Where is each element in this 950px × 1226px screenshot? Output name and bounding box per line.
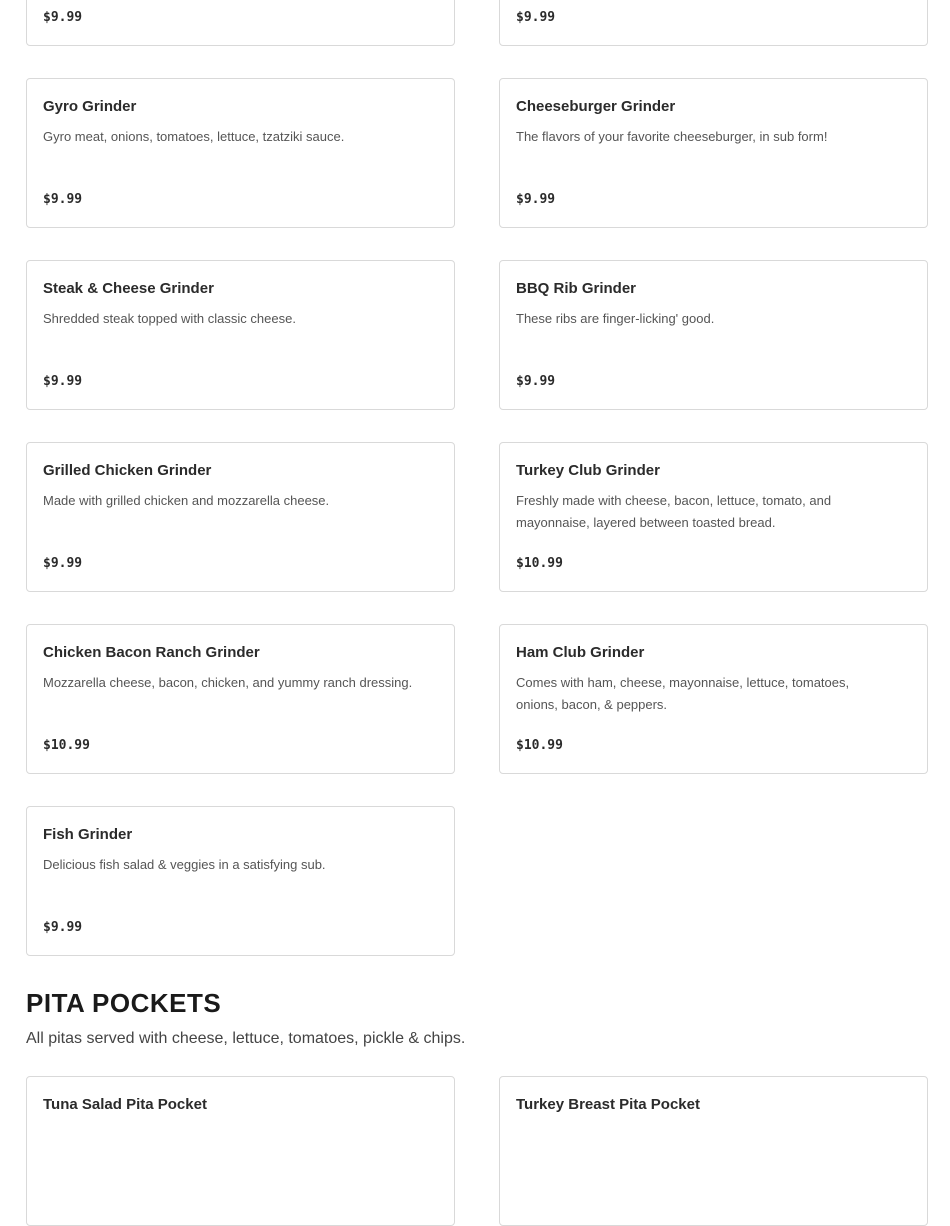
menu-item-price: $9.99 (516, 374, 556, 389)
menu-item-description: Made with grilled chicken and mozzarella cheese. (43, 493, 330, 508)
section-title: PITA POCKETS (26, 988, 222, 1018)
menu-item-price: $9.99 (516, 10, 556, 25)
menu-item-description: Comes with ham, cheese, mayonnaise, lettuce, tomatoes, onions, bacon, & peppers. (516, 675, 850, 712)
menu-item-price: $10.99 (43, 738, 90, 753)
menu-item-description: Shredded steak topped with classic cheese. (43, 311, 296, 326)
grinders-grid (26, 0, 928, 956)
menu-item-card[interactable] (26, 1076, 455, 1226)
menu-item-card[interactable] (499, 0, 928, 46)
menu-item-name: Turkey Club Grinder (516, 462, 660, 479)
menu-item-name: Tuna Salad Pita Pocket (43, 1096, 207, 1113)
menu-item-description: These ribs are finger-licking' good. (516, 311, 715, 326)
menu-item-price: $10.99 (516, 556, 563, 571)
menu-item-name: Ham Club Grinder (516, 644, 645, 661)
menu-item-name: Chicken Bacon Ranch Grinder (43, 644, 260, 661)
menu-item-description: Freshly made with cheese, bacon, lettuce, tomato, and mayonnaise, layered between toasted bread. (516, 493, 832, 530)
menu-item-card[interactable] (499, 1076, 928, 1226)
menu-item-price: $9.99 (43, 192, 83, 207)
menu-item-card[interactable] (26, 624, 455, 774)
pita-pockets-grid (26, 1076, 928, 1226)
menu-item-card[interactable] (26, 260, 455, 410)
section-subtitle: All pitas served with cheese, lettuce, tomatoes, pickle & chips. (26, 1030, 466, 1047)
menu-item-name: Gyro Grinder (43, 98, 137, 115)
menu-item-name: BBQ Rib Grinder (516, 280, 637, 297)
menu-item-card[interactable] (26, 806, 455, 956)
menu-item-price: $9.99 (43, 374, 83, 389)
menu-item-price: $9.99 (516, 192, 556, 207)
menu-item-name: Steak & Cheese Grinder (43, 280, 214, 297)
menu-item-description: Delicious fish salad & veggies in a satisfying sub. (43, 857, 326, 872)
menu-item-card[interactable] (499, 442, 928, 592)
menu-item-description: Mozzarella cheese, bacon, chicken, and yummy ranch dressing. (43, 675, 413, 690)
menu-item-card[interactable] (26, 78, 455, 228)
menu-item-price: $9.99 (43, 10, 83, 25)
menu-item-card[interactable] (26, 0, 455, 46)
menu-item-price: $10.99 (516, 738, 563, 753)
menu-item-name: Turkey Breast Pita Pocket (516, 1096, 700, 1113)
menu-item-card[interactable] (499, 78, 928, 228)
menu-item-card[interactable] (499, 624, 928, 774)
menu-item-name: Grilled Chicken Grinder (43, 462, 212, 479)
menu-item-card[interactable] (26, 442, 455, 592)
menu-item-name: Fish Grinder (43, 826, 133, 843)
menu-item-description: The flavors of your favorite cheeseburger, in sub form! (516, 129, 828, 144)
menu-item-price: $9.99 (43, 556, 83, 571)
menu-item-price: $9.99 (43, 920, 83, 935)
menu-item-card[interactable] (499, 260, 928, 410)
menu-item-description: Gyro meat, onions, tomatoes, lettuce, tzatziki sauce. (43, 129, 345, 144)
menu-item-name: Cheeseburger Grinder (516, 98, 676, 115)
